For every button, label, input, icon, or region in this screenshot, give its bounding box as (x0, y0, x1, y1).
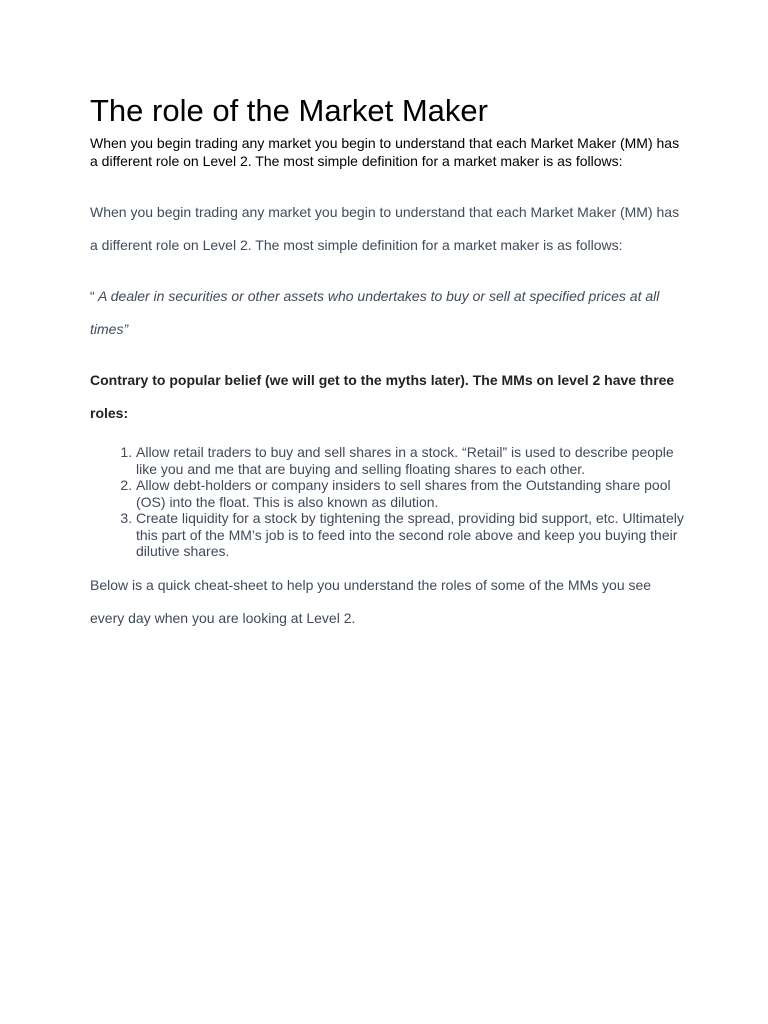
role-item-2: 2. Allow debt-holders or company insiders to sell shares from the Outstanding share pool (OS) into the float. This is also known as dilution. (136, 477, 686, 510)
role-item-1: 1. Allow retail traders to buy and sell shares in a stock. “Retail” is used to describe people like you and me that are buying and selling floating shares to each other. (136, 444, 686, 477)
quote-line-2: times” (90, 321, 129, 337)
closing-line-2: every day when you are looking at Level 2. (90, 609, 356, 626)
page-title: The role of the Market Maker (90, 93, 488, 128)
repeat-paragraph-line-1: When you begin trading any market you begin to understand that each Market Maker (MM) has (90, 204, 680, 220)
document-content (90, 92, 686, 635)
definition-quote (90, 280, 686, 346)
quote-open-mark: “ (90, 288, 95, 304)
roles-intro-paragraph (90, 364, 686, 430)
repeat-paragraph-line-2: a different role on Level 2. The most simple definition for a market maker is as follows: (90, 237, 623, 253)
role-item-3: 3. Create liquidity for a stock by tightening the spread, providing bid support, etc. Ultimately this part of the MM’s job is to feed into the second role above and keep you buying their dilutive shares. (136, 510, 686, 560)
roles-list (90, 444, 686, 560)
roles-intro-line-2: roles: (90, 405, 129, 421)
quote-line-1: A dealer in securities or other assets who undertakes to buy or sell at specified prices at all (94, 288, 660, 304)
closing-paragraph (90, 569, 686, 635)
intro-paragraph: When you begin trading any market you begin to understand that each Market Maker (MM) has a different role on Level 2. The most simple definition for a market maker is as follows: (90, 135, 680, 169)
roles-intro-line-1: Contrary to popular belief (we will get to the myths later). The MMs on level 2 have three (90, 372, 675, 388)
repeat-paragraph (90, 196, 686, 262)
closing-line-1: Below is a quick cheat-sheet to help you understand the roles of some of the MMs you see (90, 576, 652, 593)
